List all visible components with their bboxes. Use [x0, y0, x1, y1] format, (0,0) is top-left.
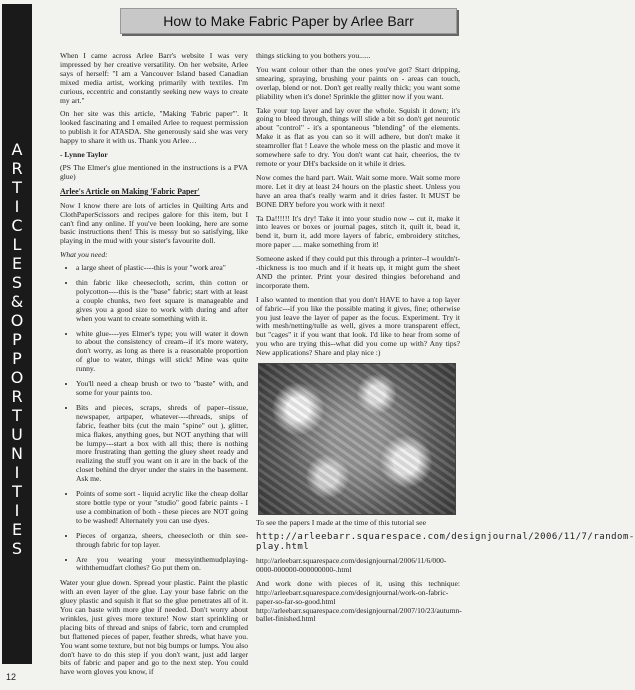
left-column [60, 52, 248, 682]
page-number: 12 [6, 672, 17, 682]
sidebar-letter: E [11, 520, 23, 539]
sidebar-letter: C [11, 216, 23, 235]
list-item: • thin fabric like cheesecloth, scrim, thin cotton or polycotton----this is the "base" fabric; start with at least a couple chunks, two feet square is manageable and gives you a good size to work with during and after when you want to create something with it. [76, 279, 248, 324]
fabric-paper-photo [258, 363, 456, 515]
tutorial-link-2[interactable]: http://arleebarr.squarespace.com/designjournal/2006/11/6/000-0000-000000-000000000-.html [256, 556, 447, 574]
intro-paragraph-1: When I came across Arlee Barr's website I was very impressed by her creative versatility. On her website, Arlee says of herself: "I am a Vancouver Island based Canadian mixed media artist, working primarily with textiles. I'm curious, eccentric and constantly seeking new ways to create my art." [60, 51, 248, 105]
sidebar-letter: U [11, 425, 23, 444]
sidebar-letter: P [12, 349, 22, 368]
paragraph: Take your top layer and lay over the whole. Squish it down; it's going to bleed through, things will slide a bit so don't get neurotic about "control" - it's a spontaneous "blending" of the elements. Make it as flat as you can so it will adhere, but don't make it steamroller flat ! Leave the whole mess on the plastic and move it somewhere safe to dry. You don't want cat hair, cheerios, the tv remote or your DH's backside on it while it dries. [256, 105, 460, 168]
list-item: • Bits and pieces, scraps, shreds of paper--tissue, newspaper, artpaper, whatever----threads, snips of fabric, feather bits (cut the main "spine" out ), glitter, mica flakes, anything goes, but NOT anything that will be lumpy---start a box with all this; there is nothing more frustrating than getting the gluey sheet ready and realizing the stuff you want on it are in the back of the closet behind the dryer under the stairs in the basement. Ask me. [76, 404, 248, 484]
title-banner [120, 8, 457, 34]
list-item: • white glue----yes Elmer's type; you will water it down to about the consistency of cream--if it's more watery, don't worry, as long as there is a reasonable proportion of glue to water, things will stick! Mine was quite runny. [76, 330, 248, 375]
sidebar-letter: N [11, 444, 23, 463]
sidebar-letter: P [12, 330, 22, 349]
sidebar-letter: S [11, 273, 23, 292]
tutorial-link[interactable]: http://arleebarr.squarespace.com/designjournal/2006/11/7/random-play.html [256, 532, 635, 552]
sidebar-vertical-title [2, 140, 32, 558]
photo-caption: To see the papers I made at the time of this tutorial see [256, 518, 427, 528]
sidebar-letter: R [11, 387, 23, 406]
list-item: • Pieces of organza, sheers, cheesecloth or thin see-through fabric for top layer. [76, 532, 248, 550]
sidebar-letter: O [10, 368, 24, 387]
paragraph: things sticking to you bothers you...... [256, 51, 371, 60]
list-item: • You'll need a cheap brush or two to "baste" with, and some for your paints too. [76, 380, 248, 398]
sidebar-letter: I [14, 463, 20, 482]
what-you-need-label: What you need: [60, 250, 108, 260]
sidebar-letter: T [12, 178, 22, 197]
list-item: • Points of some sort - liquid acrylic like the cheap dollar store bottle type or your "studio" good fabric paints - I use a combination of both - these pieces are NOT going to be washed! Alternately you can use dyes. [76, 490, 248, 526]
list-item: • a large sheet of plastic----this is your "work area" [76, 264, 248, 273]
closing-paragraph: Water your glue down. Spread your plastic. Paint the plastic with an even layer of the glue. Lay your base fabric on the gluey plastic and squish it flat so the glue penetrates all of it. You can baste with more glue if needed. Don't worry about wrinkles, just gives more texture! Now start sprinkling or placing bits of thread and snips of fabric, torn and crumpled but flattened pieces of paper, feather shreds, what have you. You want some texture, but not big bumps or lumps. You also don't have to do this step if you don't want, just add larger bits of fabric and paper and go to the next step. You could have worn gloves you know, if [60, 578, 248, 677]
paragraph: I also wanted to mention that you don't HAVE to have a top layer of fabric---if you like the possible mating it gives, fine; otherwise you just leave the layer of paper as the focus. Experiment. Try it with mesh/netting/tulle as well, gives a more transparent effect, but "cages" it if you want that look. I'd like to hear from some of you who are trying this--what did you come up with? Any tips? New applications? Share and play nice :) [256, 294, 460, 358]
page-title: How to Make Fabric Paper by Arlee Barr [163, 13, 414, 29]
sidebar-letter: O [10, 311, 24, 330]
sidebar-letter: A [11, 140, 23, 159]
list-item: • Are you wearing your messyinthemudplaying-withthemudfart clothes? Go put them on. [76, 556, 248, 574]
sidebar-letter: R [11, 159, 23, 178]
sidebar-letter: S [11, 539, 23, 558]
closing-paragraph: And work done with pieces of it, using this technique: http://arleebarr.squarespace.com/designjournal/work-on-fabric-paper-so-far-so-good.html http://arleebarr.squarespace.com/designjournal/2007/10/23/autumn-ballet-finished.html [256, 578, 462, 624]
sidebar-letter: I [14, 501, 20, 520]
article-paragraph-1: Now I know there are lots of articles in Quilting Arts and ClothPaperScissors and recipes galore for this item, but I can't find any online. If you've been looking, here are some basic instructions then! This is messy but so satisfying, like playing in the mud with your sister's favourite doll. [60, 200, 248, 246]
paragraph: Ta Da!!!!!! It's dry! Take it into your studio now -- cut it, make it into leaves or boxes or journal pages, stitch it, quilt it, bead it, bend it, burn it, add more layers of fabric, embroidery stitches, more paper ..... make something from it! [256, 213, 460, 250]
paragraph: You want colour other than the ones you've got? Start dripping, smearing, spraying, brushing your paints on - areas can touch, overlap, blend or not. Don't get really really thick; you want some pliability when it's done! Sprinkle the glitter now if you want. [256, 64, 460, 101]
sidebar-letter: T [12, 406, 22, 425]
paragraph: Now comes the hard part. Wait. Wait some more. Wait some more more. Let it dry at least 24 hours on the plastic sheet. Unless you have an area that's really warm and it dries faster. It MUST be BONE DRY before you work with it next! [256, 172, 460, 209]
sidebar-letter: & [10, 292, 24, 311]
sidebar-letter: L [12, 235, 22, 254]
intro-paragraph-2: On her site was this article, "Making 'Fabric paper'". It looked fascinating and I emailed Arlee to request permission to publish it for ATASDA. She generously said she was very happy to share it with us. Thank you Arlee… [60, 109, 248, 146]
sidebar-letter: E [11, 254, 23, 273]
paragraph: Someone asked if they could put this through a printer--I wouldn't--thickness is too much and if it heats up, it might gum the sheet AND the printer. Print your desired thingies beforehand and incorporate them. [256, 254, 460, 290]
ps-note: (PS The Elmer's glue mentioned in the instructions is a PVA glue) [60, 162, 248, 181]
right-column [256, 51, 635, 629]
article-heading: Arlee's Article on Making 'Fabric Paper' [60, 186, 200, 196]
sidebar-letter: T [12, 482, 22, 501]
materials-list [60, 264, 248, 573]
sidebar-letter: I [14, 197, 20, 216]
signature: - Lynne Taylor [60, 150, 108, 160]
